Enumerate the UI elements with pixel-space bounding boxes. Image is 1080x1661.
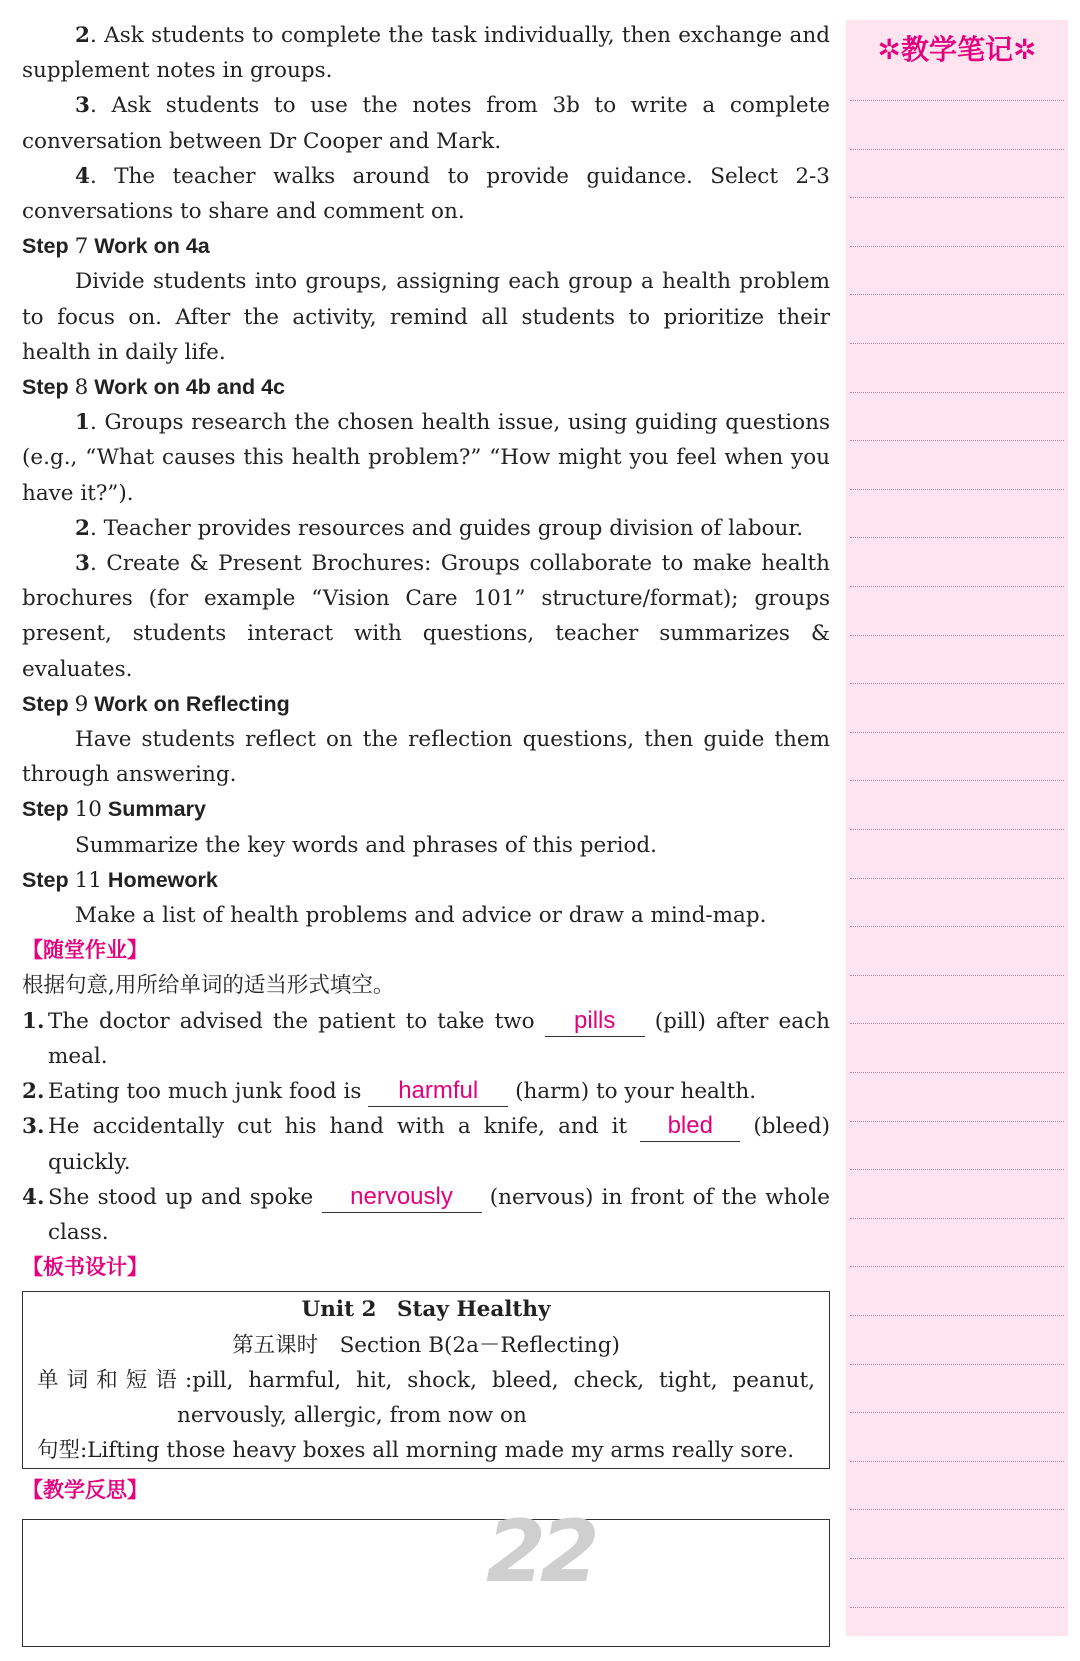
exercise-3 — [22, 1109, 830, 1179]
step-title: Work on Reflecting — [94, 691, 290, 716]
exercise-text: She stood up and spoke — [48, 1184, 314, 1210]
page-number: 22 — [486, 1502, 594, 1602]
exercise-number: 3. — [22, 1114, 45, 1140]
answer-text: nervously — [350, 1182, 453, 1210]
homework-instruction: 根据句意,用所给单词的适当形式填空。 — [22, 973, 395, 999]
homework-heading: 【随堂作业】 — [22, 938, 148, 963]
exercise-text: (nervous) in front of the whole class. — [48, 1184, 831, 1245]
step-number: 9 — [74, 691, 89, 717]
note-line — [850, 197, 1064, 198]
note-line — [850, 1072, 1064, 1073]
reflection-box[interactable] — [22, 1519, 830, 1647]
paragraph-2 — [22, 18, 830, 88]
step-number: 7 — [74, 234, 89, 260]
note-line — [850, 246, 1064, 247]
board-unit-title — [37, 1292, 815, 1327]
step-title: Work on 4a — [94, 234, 210, 259]
note-line — [850, 1266, 1064, 1267]
step-title: Homework — [107, 867, 218, 892]
step-label: Step — [22, 375, 69, 400]
item-number: 3 — [75, 93, 90, 119]
note-line — [850, 100, 1064, 101]
item-number: 3 — [75, 551, 90, 577]
note-line — [850, 732, 1064, 733]
item-text: . Teacher provides resources and guides group division of labour. — [89, 515, 804, 541]
unit-title: Stay Healthy — [396, 1297, 551, 1323]
item-number: 2 — [75, 515, 90, 541]
note-line — [850, 780, 1064, 781]
sentence-label: 句型: — [37, 1438, 88, 1464]
item-number: 1 — [75, 410, 90, 436]
step-10-text: Summarize the key words and phrases of this period. — [75, 832, 657, 858]
item-number: 2 — [75, 23, 90, 48]
note-line — [850, 1509, 1064, 1510]
board-design-box — [22, 1291, 830, 1469]
note-line — [850, 489, 1064, 490]
note-line — [850, 1315, 1064, 1316]
paragraph-text: . The teacher walks around to provide guidance. Select 2-3 conversations to share and comment on. — [22, 163, 830, 225]
step-7-heading — [22, 229, 830, 264]
step-number: 11 — [74, 867, 102, 893]
note-line — [850, 975, 1064, 976]
answer-text: harmful — [398, 1077, 479, 1105]
answer-blank[interactable] — [640, 1112, 740, 1142]
exercise-number: 4. — [22, 1184, 45, 1210]
board-design-heading: 【板书设计】 — [22, 1255, 148, 1280]
answer-blank[interactable] — [322, 1183, 482, 1213]
step-label: Step — [22, 691, 69, 716]
exercise-text: He accidentally cut his hand with a knife, and it — [48, 1114, 628, 1140]
answer-blank[interactable] — [545, 1007, 645, 1037]
step-9-heading — [22, 687, 830, 722]
note-line — [850, 878, 1064, 879]
exercise-text: (pill) after each meal. — [48, 1008, 830, 1069]
paragraph-text: . Ask students to use the notes from 3b to write a complete conversation between Dr Cooper and Mark. — [22, 93, 830, 154]
note-line — [850, 343, 1064, 344]
step-8-item-1 — [22, 405, 830, 511]
answer-text: bled — [667, 1112, 713, 1140]
words-list: pill, harmful, hit, shock, bleed, check, tight, peanut, nervously, allergic, from now on — [177, 1367, 816, 1428]
note-line — [850, 1461, 1064, 1462]
note-line — [850, 1218, 1064, 1219]
step-label: Step — [22, 797, 69, 822]
item-number: 4 — [75, 163, 90, 189]
step-number: 10 — [74, 797, 102, 823]
step-8-item-3 — [22, 546, 830, 687]
paragraph-4 — [22, 159, 830, 229]
step-9-text: Have students reflect on the reflection questions, then guide them through answering. — [22, 727, 830, 788]
exercise-text: (harm) to your health. — [515, 1079, 757, 1105]
sentence-text: Lifting those heavy boxes all morning made my arms really sore. — [87, 1438, 795, 1464]
step-10-heading — [22, 792, 830, 827]
step-label: Step — [22, 867, 69, 892]
item-text: . Groups research the chosen health issue, using guiding questions (e.g., “What causes this health problem?” “How might you feel when you have it?”). — [22, 410, 830, 506]
answer-text: pills — [574, 1006, 616, 1034]
board-period: 第五课时 Section B(2a－Reflecting) — [232, 1332, 620, 1358]
notes-sidebar — [846, 20, 1068, 1636]
exercise-text: Eating too much junk food is — [48, 1079, 362, 1105]
paragraph-text: . Ask students to complete the task individually, then exchange and supplement notes in groups. — [22, 23, 830, 84]
exercise-number: 2. — [22, 1079, 45, 1105]
note-line — [850, 1412, 1064, 1413]
note-line — [850, 1023, 1064, 1024]
step-8-item-2 — [22, 511, 830, 546]
note-line — [850, 392, 1064, 393]
step-title: Work on 4b and 4c — [94, 375, 285, 400]
note-line — [850, 635, 1064, 636]
exercise-text: (bleed) quickly. — [48, 1114, 831, 1175]
note-line — [850, 926, 1064, 927]
note-line — [850, 586, 1064, 587]
note-line — [850, 149, 1064, 150]
note-line — [850, 294, 1064, 295]
paragraph-3 — [22, 88, 830, 158]
answer-blank[interactable] — [368, 1077, 508, 1107]
note-line — [850, 829, 1064, 830]
exercise-text: The doctor advised the patient to take two — [48, 1008, 535, 1034]
step-number: 8 — [74, 375, 89, 401]
notes-title: ✲教学笔记✲ — [877, 33, 1037, 66]
exercise-number: 1. — [22, 1008, 45, 1034]
item-text: . Create & Present Brochures: Groups collaborate to make health brochures (for example “Vision Care 101” structure/format); groups present, students interact with questions, teacher summarizes & evaluates. — [22, 551, 830, 682]
step-11-heading — [22, 863, 830, 898]
note-line — [850, 537, 1064, 538]
step-8-heading — [22, 370, 830, 405]
note-line — [850, 1607, 1064, 1608]
note-line — [850, 1169, 1064, 1170]
exercise-1 — [22, 1004, 830, 1074]
step-label: Step — [22, 234, 69, 259]
note-line — [850, 1558, 1064, 1559]
note-line — [850, 1121, 1064, 1122]
reflection-heading: 【教学反思】 — [22, 1478, 148, 1503]
step-7-text: Divide students into groups, assigning each group a health problem to focus on. After the activity, remind all students to prioritize their health in daily life. — [22, 269, 830, 365]
note-line — [850, 440, 1064, 441]
note-line — [850, 683, 1064, 684]
lesson-plan-content — [22, 18, 830, 1647]
unit-label: Unit 2 — [301, 1297, 377, 1323]
board-words — [37, 1363, 815, 1433]
words-label: 单词和短语: — [37, 1367, 193, 1393]
board-sentence — [37, 1433, 815, 1468]
exercise-4 — [22, 1180, 830, 1250]
step-11-text: Make a list of health problems and advice or draw a mind-map. — [75, 903, 767, 929]
exercise-2 — [22, 1074, 830, 1109]
note-line — [850, 1364, 1064, 1365]
step-title: Summary — [107, 797, 206, 822]
